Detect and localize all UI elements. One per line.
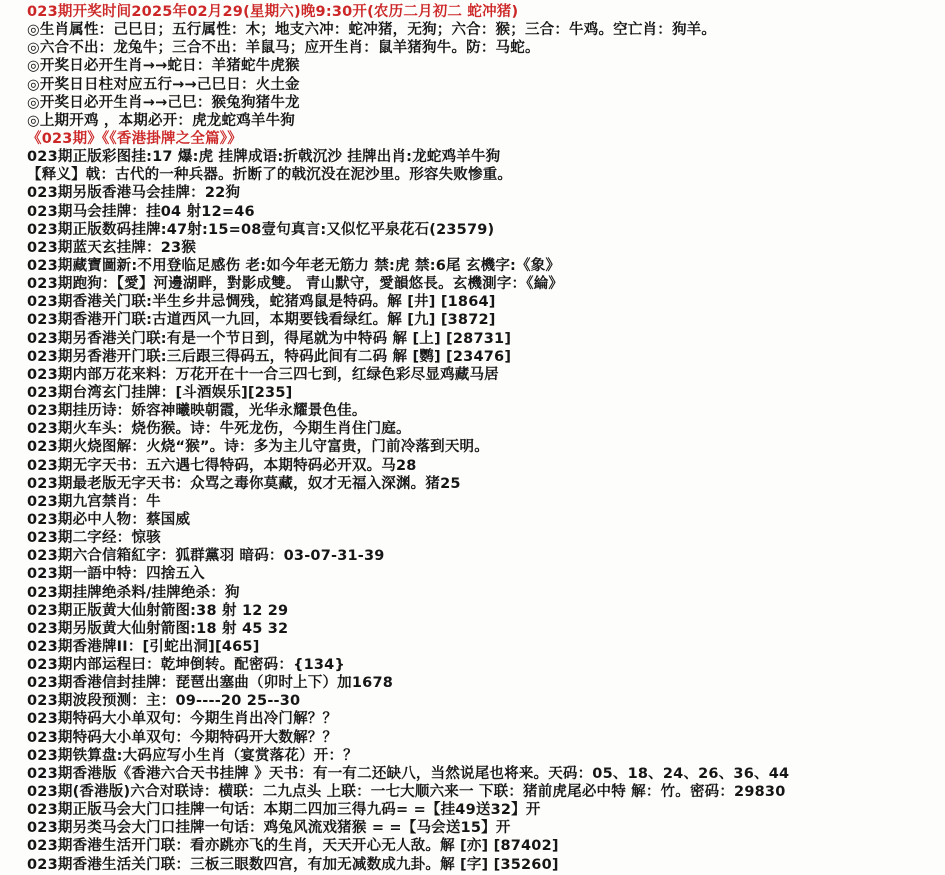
text-line: 【释义】戟：古代的一种兵器。折断了的戟沉没在泥沙里。形容失败惨重。: [27, 167, 513, 184]
text-line: 023期另版黄大仙射箭图:18 射 45 32: [27, 620, 289, 637]
text-line: 023期火烧图解：火烧“猴”。诗：多为主儿守富贵，门前冷落到天明。: [27, 439, 489, 456]
text-line: 023期正版数码挂牌:47射:15=08壹句真言:又似忆平泉花石(23579): [27, 221, 495, 238]
text-line: 023期内部万花来料：万花开在十一合三四七到，红绿色彩尽显鸡藏马居: [27, 366, 499, 383]
text-line: 023期香港生活关门联：三板三眼数四宫，有加无减数成九卦。解 [字] [35260]: [27, 856, 559, 873]
text-line: 023期挂历诗：娇容神曦映朝霞，光华永耀景色佳。: [27, 403, 367, 420]
text-line: ◎六合不出：龙兔牛；三合不出：羊鼠马；应开生肖：鼠羊猪狗牛。防：马蛇。: [27, 40, 540, 57]
text-line: 023期必中人物：蔡国威: [27, 511, 191, 528]
text-line: 023期波段预测：主：09----20 25--30: [27, 693, 301, 710]
text-line: 023期一語中特：四捨五入: [27, 566, 205, 583]
text-line: 023期正版黄大仙射箭图:38 射 12 29: [27, 602, 289, 619]
text-line: 023期台湾玄门挂牌：[斗酒娱乐][235]: [27, 384, 293, 401]
text-line: 023期香港开门联:古道西风一九回，本期要钱看绿红。解 [九] [3872]: [27, 312, 496, 329]
text-line: 023期跑狗：【愛】河邊湖畔，對影成雙。 青山默守，愛韻悠長。玄機測字：《綸》: [27, 276, 564, 293]
text-line: 023期另香港开门联:三后跟三得码五，特码此间有二码 解 [鹦] [23476]: [27, 348, 512, 365]
text-line: 023期另类马会大门口挂牌一句话：鸡兔风流戏猪猴 = =【马会送15】开: [27, 820, 511, 837]
text-line: 023期最老版无字天书：众骂之毒你莫藏，奴才无福入深渊。猪25: [27, 475, 461, 492]
text-line: 023期内部运程曰：乾坤倒转。配密码：{134}: [27, 657, 345, 674]
text-line: 023期香港版《香港六合天书挂牌 》天书：有一有二还缺八，当然说尾也将来。天码：05、18、24、26、36、44: [27, 765, 790, 782]
text-line: 023期香港关门联:半生乡井忌惆残，蛇猪鸡鼠是特码。解 [井] [1864]: [27, 294, 496, 311]
text-line: 023期另版香港马会挂牌：22狗: [27, 185, 241, 202]
text-line: 023期香港信封挂牌：琵琶出塞曲（卯时上下）加1678: [27, 675, 394, 692]
text-line: 023期六合信箱紅字：狐群黨羽 暗码：03-07-31-39: [27, 548, 385, 565]
text-line: 023期铁算盘:大码应写小生肖（宴赏落花）开：？: [27, 747, 358, 764]
text-line: 023期香港生活开门联：看亦跳亦飞的生肖，天天开心无人敌。解 [亦] [87402]: [27, 838, 559, 855]
text-line: 023期另香港关门联:有是一个节日到，得尾就为中特码 解 [上] [28731]: [27, 330, 512, 347]
text-line: 023期正版彩图挂:17 爆:虎 挂牌成语:折戟沉沙 挂牌出肖:龙蛇鸡羊牛狗: [27, 149, 501, 166]
text-line: 023期开奖时间2025年02月29(星期六)晚9:30开(农历二月初二 蛇冲猪): [27, 4, 519, 20]
text-line: 023期挂牌绝杀料/挂牌绝杀：狗: [27, 584, 240, 601]
text-line: ◎开奖日必开生肖→→蛇日：羊猪蛇牛虎猴: [27, 58, 300, 75]
text-line: 023期蓝天玄挂牌：23猴: [27, 239, 197, 256]
text-line: 023期无字天书：五六遇七得特码，本期特码必开双。马28: [27, 457, 417, 474]
text-line: 023期藏寶圖新:不用登临足感伤 老:如今年老无筋力 禁:虎 禁:6尾 玄機字:《象》: [27, 257, 561, 274]
content-lines: [27, 3, 939, 874]
text-line: 023期(香港版)六合对联诗：横联：二九点头 上联：一七大顺六来一 下联：猪前虎尾必中特 解：竹。密码：29830: [27, 784, 786, 801]
text-line: 023期九宫禁肖：牛: [27, 493, 161, 510]
text-line: ◎上期开鸡 ，本期必开：虎龙蛇鸡羊牛狗: [27, 112, 295, 129]
text-line: 023期香港牌II：[引蛇出洞][465]: [27, 638, 260, 655]
text-line: ◎开奖日日柱对应五行→→己巳日：火土金: [27, 76, 300, 93]
text-line: 023期二字经：惊骇: [27, 530, 161, 547]
text-line: 023期特码大小单双句：今期特码开大数解？？: [27, 729, 338, 746]
text-line: 《023期》《《香港掛牌之全篇》》: [27, 130, 242, 147]
text-line: 023期正版马会大门口挂牌一句话：本期二四加三得九码= =【挂49送32】开: [27, 802, 541, 819]
text-line: 023期火车头：烧伤猴。诗：牛死龙伤，今期生肖住门庭。: [27, 421, 411, 438]
text-line: ◎生肖属性：己巳日；五行属性：木；地支六冲：蛇冲猪，无狗；六合：猴；三合：牛鸡。空亡肖：狗羊。: [27, 22, 717, 39]
text-line: 023期特码大小单双句：今期生肖出冷门解？？: [27, 711, 338, 728]
text-line: 023期马会挂牌：挂04 射12=46: [27, 203, 255, 220]
text-line: ◎开奖日必开生肖→→己巳：猴兔狗猪牛龙: [27, 94, 300, 111]
